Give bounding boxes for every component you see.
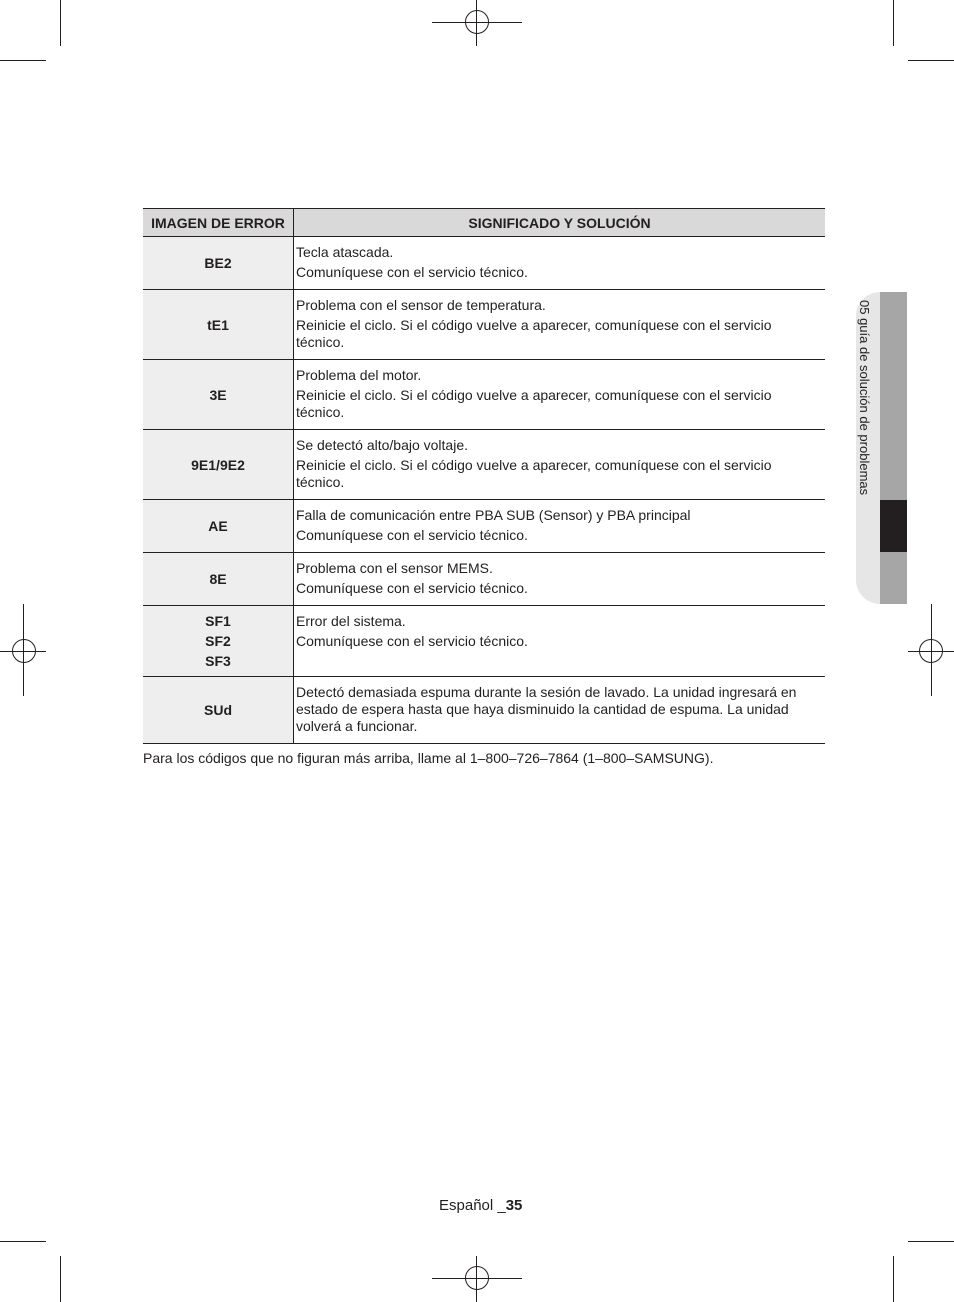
description (294, 606, 825, 658)
description (294, 553, 825, 605)
description-line: Problema con el sensor de temperatura. (296, 297, 546, 313)
table-row (143, 360, 825, 430)
description-line: Reinicie el ciclo. Si el código vuelve a aparecer, comuníquese con el servicio técnico. (296, 317, 772, 350)
description-line: Tecla atascada. (296, 244, 394, 260)
description (294, 430, 825, 499)
description-line: Comuníquese con el servicio técnico. (296, 633, 528, 649)
description-cell (294, 500, 826, 553)
registration-circle (12, 639, 36, 663)
description-cell (294, 606, 826, 677)
description (294, 290, 825, 359)
description (294, 360, 825, 429)
description-line: Comuníquese con el servicio técnico. (296, 527, 528, 543)
description-cell (294, 290, 826, 360)
header-error-image: IMAGEN DE ERROR (143, 209, 294, 237)
page-digit: 35 (505, 1197, 523, 1214)
description-line: Se detectó alto/bajo voltaje. (296, 437, 469, 453)
error-code-cell (143, 606, 294, 677)
description-line: Falla de comunicación entre PBA SUB (Sensor) y PBA principal (296, 507, 691, 523)
description (294, 237, 825, 289)
registration-circle (465, 1266, 489, 1290)
error-code: 3E (209, 386, 227, 403)
error-code-cell (143, 237, 294, 290)
crop-mark (893, 0, 894, 46)
error-code-cell (143, 290, 294, 360)
description-cell (294, 677, 826, 744)
description-line: Detectó demasiada espuma durante la sesión de lavado. La unidad ingresará en estado de espera hasta que haya disminuido la cantidad de espuma. La unidad volverá a funcionar. (296, 684, 797, 734)
description-line: Error del sistema. (296, 613, 406, 629)
crop-mark (60, 1256, 61, 1302)
crop-mark (0, 1241, 46, 1242)
header-meaning-solution: SIGNIFICADO Y SOLUCIÓN (294, 209, 826, 237)
error-code: SF2 (205, 633, 231, 649)
error-code-cell (143, 430, 294, 500)
description-line: Reinicie el ciclo. Si el código vuelve a aparecer, comuníquese con el servicio técnico. (296, 387, 772, 420)
description-line: Problema con el sensor MEMS. (296, 560, 493, 576)
error-code: BE2 (204, 255, 232, 271)
table-header-row (143, 209, 825, 237)
error-code: 8E (209, 571, 227, 587)
error-code: SF1 (205, 613, 231, 629)
error-code: 9E1/9E2 (191, 456, 245, 473)
table-row (143, 606, 825, 677)
table-row (143, 500, 825, 553)
chapter-tab-bar (880, 292, 907, 604)
description-line: Reinicie el ciclo. Si el código vuelve a aparecer, comuníquese con el servicio técnico. (296, 457, 772, 490)
crop-mark (0, 60, 46, 61)
error-code: tE1 (207, 316, 229, 333)
error-code: AE (208, 518, 228, 534)
error-code: SUd (204, 702, 232, 718)
error-code-table (143, 208, 825, 744)
description (294, 500, 825, 552)
table-row (143, 677, 825, 744)
chapter-tab-marker (880, 500, 907, 552)
description-cell (294, 237, 826, 290)
table-row (143, 237, 825, 290)
crop-mark (908, 1241, 954, 1242)
crop-mark (908, 60, 954, 61)
chapter-tab-label: 05 guía de solución de problemas (857, 300, 872, 496)
crop-mark (60, 0, 61, 46)
table-row (143, 290, 825, 360)
crop-mark (893, 1256, 894, 1302)
description-line: Problema del motor. (296, 367, 422, 383)
error-code-cell (143, 553, 294, 606)
registration-circle (919, 639, 943, 663)
table-row (143, 553, 825, 606)
table-row (143, 430, 825, 500)
error-code-cell (143, 360, 294, 430)
description-line: Comuníquese con el servicio técnico. (296, 264, 528, 280)
description-cell (294, 430, 826, 500)
page-number (439, 1197, 522, 1214)
error-code-cell (143, 500, 294, 553)
description-cell (294, 553, 826, 606)
registration-circle (465, 10, 489, 34)
page-prefix: Español _ (439, 1197, 506, 1214)
footnote: Para los códigos que no figuran más arriba, llame al 1–800–726–7864 (1–800–SAMSUNG). (143, 750, 714, 766)
error-code-cell (143, 677, 294, 744)
description-line: Comuníquese con el servicio técnico. (296, 580, 528, 596)
error-code: SF3 (205, 653, 231, 669)
description (294, 677, 825, 743)
description-cell (294, 360, 826, 430)
